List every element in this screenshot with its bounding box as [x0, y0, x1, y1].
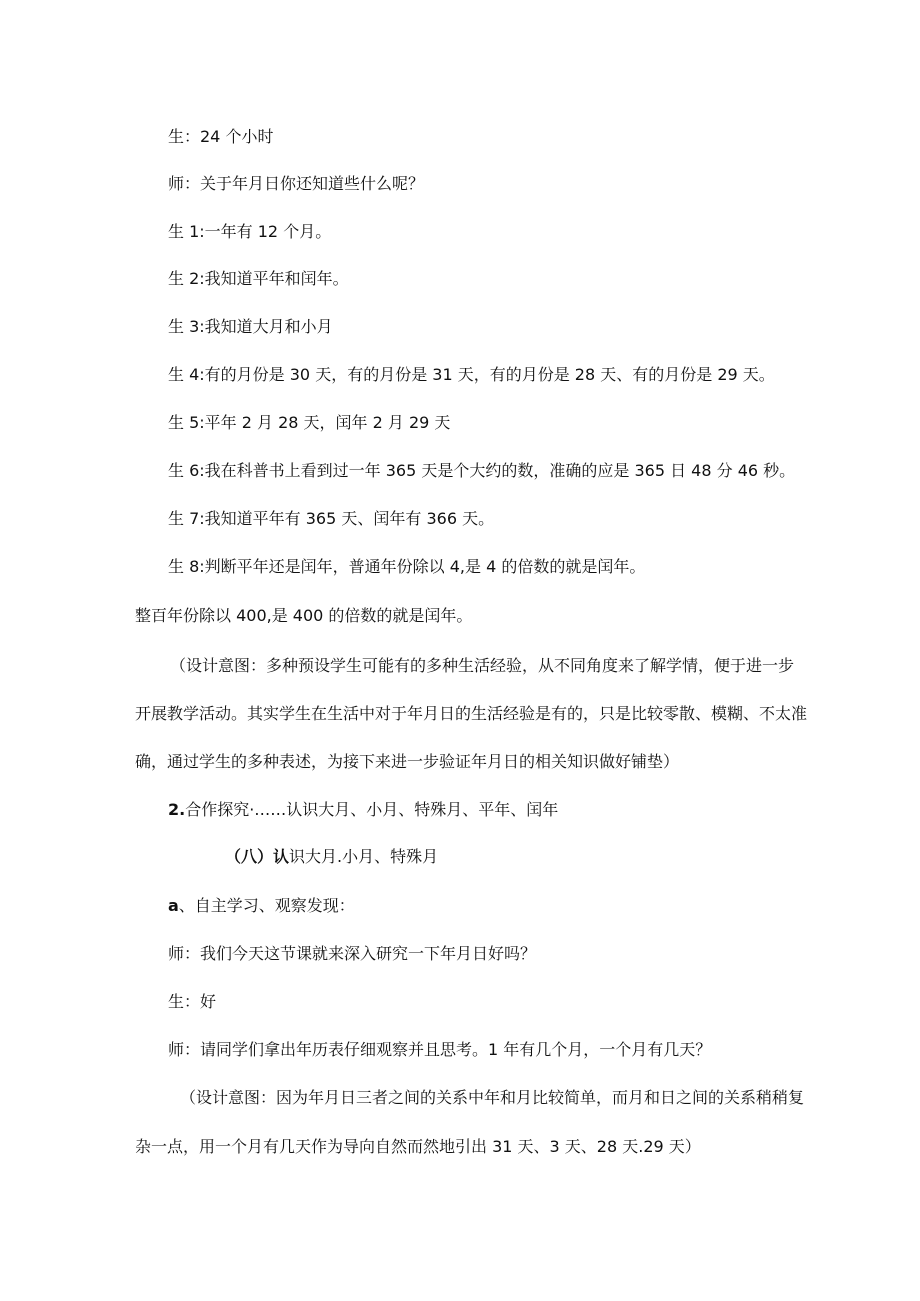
design-intent-2-line-1: （设计意图：因为年月日三者之间的关系中年和月比较简单，而月和日之间的关系稍稍复 [180, 1088, 805, 1107]
text-line-4: 生 2:我知道平年和闰年。 [168, 269, 349, 288]
text-line-2: 师：关于年月日你还知道些什么呢？ [168, 174, 425, 193]
design-intent-2-line-2: 杂一点，用一个月有几天作为导向自然而然地引出 31 天、3 天、28 天.29 天） [135, 1137, 701, 1156]
text-line-12: 师：我们今天这节课就来深入研究一下年月日好吗？ [168, 944, 537, 963]
subsection-heading: （八）认识大月.小月、特殊月 [225, 847, 439, 866]
text-line-8: 生 6:我在科普书上看到过一年 365 天是个大约的数，准确的应是 365 日 48 分 46 秒。 [168, 461, 796, 480]
text-line-3: 生 1:一年有 12 个月。 [168, 222, 332, 241]
text-line-13: 生：好 [168, 992, 217, 1011]
design-intent-line-3: 确，通过学生的多种表述，为接下来进一步验证年月日的相关知识做好铺垫） [135, 752, 680, 771]
text-line-14: 师：请同学们拿出年历表仔细观察并且思考。1 年有几个月，一个月有几天？ [168, 1040, 712, 1059]
text-line-6: 生 4:有的月份是 30 天，有的月份是 31 天，有的月份是 28 天、有的月份是 29 天。 [168, 365, 775, 384]
subsection-a-heading: a、自主学习、观察发现： [168, 896, 355, 915]
design-intent-line-1: （设计意图：多种预设学生可能有的多种生活经验，从不同角度来了解学情，便于进一步 [170, 656, 795, 675]
text-line-11: 整百年份除以 400,是 400 的倍数的就是闰年。 [135, 606, 473, 625]
text-line-1: 生：24 个小时 [168, 127, 274, 146]
text-line-7: 生 5:平年 2 月 28 天，闰年 2 月 29 天 [168, 413, 451, 432]
design-intent-line-2: 开展教学活动。其实学生在生活中对于年月日的生活经验是有的，只是比较零散、模糊、不太准 [135, 704, 808, 723]
text-line-5: 生 3:我知道大月和小月 [168, 317, 333, 336]
text-line-10: 生 8:判断平年还是闰年，普通年份除以 4,是 4 的倍数的就是闰年。 [168, 557, 646, 576]
section-heading: 2.合作探究·……认识大月、小月、特殊月、平年、闰年 [168, 800, 559, 819]
text-line-9: 生 7:我知道平年有 365 天、闰年有 366 天。 [168, 509, 495, 528]
